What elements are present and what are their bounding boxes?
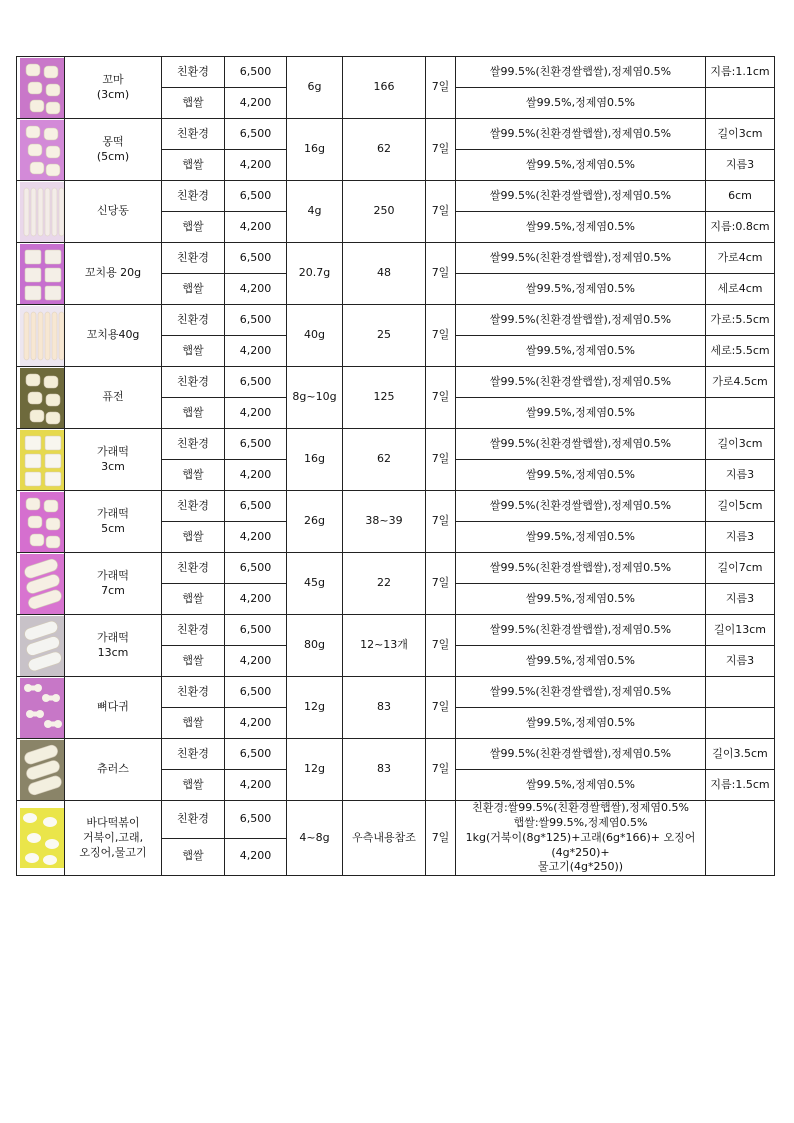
product-size-note: 세로:5.5cm: [706, 336, 775, 367]
product-name-line: 뼈다귀: [97, 700, 129, 714]
ingredient-line: 물고기(4g*250)): [537, 860, 624, 874]
product-image: [17, 57, 65, 119]
product-count: 12~13개: [343, 615, 426, 677]
product-ingredients: 쌀99.5%(친환경쌀햅쌀),정제염0.5%: [456, 553, 706, 584]
product-size-note: 지름:1.5cm: [706, 770, 775, 801]
product-shelf-life: 7일: [426, 553, 456, 615]
product-ingredients: 쌀99.5%,정제염0.5%: [456, 212, 706, 243]
product-image: [17, 615, 65, 677]
fusion-photo: [20, 368, 65, 428]
table-row: [17, 305, 775, 336]
product-size-note: 길이5cm: [706, 491, 775, 522]
product-type: 햅쌀: [162, 150, 225, 181]
product-ingredients: 쌀99.5%(친환경쌀햅쌀),정제염0.5%: [456, 57, 706, 88]
product-name-line: 츄러스: [97, 762, 129, 776]
skewer-40g-photo: [20, 306, 65, 366]
product-ingredients: 쌀99.5%(친환경쌀햅쌀),정제염0.5%: [456, 677, 706, 708]
product-shelf-life: 7일: [426, 491, 456, 553]
product-price: 6,500: [225, 491, 287, 522]
product-ingredients: 쌀99.5%(친환경쌀햅쌀),정제염0.5%: [456, 243, 706, 274]
product-price: 6,500: [225, 553, 287, 584]
product-ingredients: 쌀99.5%,정제염0.5%: [456, 274, 706, 305]
product-price: 6,500: [225, 429, 287, 460]
product-size-note: 지름3: [706, 150, 775, 181]
product-size-note: 길이3cm: [706, 119, 775, 150]
product-name-line: 꼬치용 20g: [84, 266, 142, 280]
product-image: [17, 119, 65, 181]
product-name-line: 거북이,고래,: [82, 830, 144, 844]
product-count: 166: [343, 57, 426, 119]
product-ingredients: 쌀99.5%,정제염0.5%: [456, 584, 706, 615]
product-size-note: [706, 88, 775, 119]
product-price: 6,500: [225, 243, 287, 274]
product-count: 48: [343, 243, 426, 305]
product-size-note: 가로4cm: [706, 243, 775, 274]
product-name-line: 퓨전: [102, 390, 124, 404]
product-size-note: 지름:1.1cm: [706, 57, 775, 88]
product-count: 83: [343, 677, 426, 739]
product-price: 4,200: [225, 88, 287, 119]
product-price: 6,500: [225, 57, 287, 88]
product-ingredients: 쌀99.5%(친환경쌀햅쌀),정제염0.5%: [456, 739, 706, 770]
product-type: 친환경: [162, 615, 225, 646]
product-image: [17, 801, 65, 876]
product-name: [65, 119, 162, 181]
product-name: [65, 739, 162, 801]
product-type: 친환경: [162, 367, 225, 398]
product-name-line: 신당동: [97, 204, 129, 218]
product-name: [65, 677, 162, 739]
product-type: 친환경: [162, 801, 225, 839]
product-count: 25: [343, 305, 426, 367]
product-size-note: 6cm: [706, 181, 775, 212]
product-price: 4,200: [225, 584, 287, 615]
product-weight: 4g: [287, 181, 343, 243]
garae-7cm-photo: [20, 554, 65, 614]
product-type: 햅쌀: [162, 838, 225, 876]
table-row: [17, 739, 775, 770]
product-count: 250: [343, 181, 426, 243]
product-size-note: 가로:5.5cm: [706, 305, 775, 336]
product-ingredients: 쌀99.5%(친환경쌀햅쌀),정제염0.5%: [456, 491, 706, 522]
product-name: [65, 57, 162, 119]
table-row: [17, 553, 775, 584]
product-weight: 4~8g: [287, 801, 343, 876]
product-type: 햅쌀: [162, 646, 225, 677]
ingredient-line: 햅쌀:쌀99.5%,정제염0.5%: [513, 815, 648, 829]
garae-3cm-photo: [20, 430, 65, 490]
bone-shaped-photo: [20, 678, 65, 738]
product-image: [17, 739, 65, 801]
product-name-line: 가래떡: [97, 568, 129, 582]
product-weight: 16g: [287, 119, 343, 181]
product-ingredients: 쌀99.5%,정제염0.5%: [456, 646, 706, 677]
product-weight: 20.7g: [287, 243, 343, 305]
product-shelf-life: 7일: [426, 429, 456, 491]
product-weight: 26g: [287, 491, 343, 553]
product-shelf-life: 7일: [426, 739, 456, 801]
product-weight: 12g: [287, 677, 343, 739]
garae-5cm-photo: [20, 492, 65, 552]
product-count: 38~39: [343, 491, 426, 553]
product-type: 친환경: [162, 553, 225, 584]
product-image: [17, 305, 65, 367]
product-shelf-life: 7일: [426, 57, 456, 119]
ingredient-line: 친환경:쌀99.5%(친환경쌀햅쌀),정제염0.5%: [472, 801, 689, 814]
garae-13cm-photo: [20, 616, 65, 676]
table-row: [17, 57, 775, 88]
product-name: [65, 367, 162, 429]
product-size-note: 지름3: [706, 522, 775, 553]
product-size-note: 길이7cm: [706, 553, 775, 584]
product-shelf-life: 7일: [426, 119, 456, 181]
product-count: 62: [343, 429, 426, 491]
product-shelf-life: 7일: [426, 801, 456, 876]
product-price: 4,200: [225, 838, 287, 876]
product-type: 햅쌀: [162, 274, 225, 305]
product-type: 친환경: [162, 119, 225, 150]
table-row: [17, 119, 775, 150]
product-image: [17, 429, 65, 491]
table-row: [17, 243, 775, 274]
product-count: 22: [343, 553, 426, 615]
product-type: 햅쌀: [162, 522, 225, 553]
product-ingredients: 쌀99.5%,정제염0.5%: [456, 708, 706, 739]
product-weight: 80g: [287, 615, 343, 677]
product-name: [65, 491, 162, 553]
product-weight: 8g~10g: [287, 367, 343, 429]
product-size-note: 길이3.5cm: [706, 739, 775, 770]
product-size-note: 가로4.5cm: [706, 367, 775, 398]
product-price: 6,500: [225, 119, 287, 150]
product-size-note: [706, 801, 775, 876]
product-image: [17, 181, 65, 243]
product-shelf-life: 7일: [426, 615, 456, 677]
product-price: 6,500: [225, 739, 287, 770]
product-size-note: 지름:0.8cm: [706, 212, 775, 243]
product-name-line: (3cm): [96, 87, 130, 101]
product-price: 6,500: [225, 367, 287, 398]
product-table-body: [17, 57, 775, 876]
product-count: 125: [343, 367, 426, 429]
product-size-note: 세로4cm: [706, 274, 775, 305]
product-ingredients: 쌀99.5%,정제염0.5%: [456, 398, 706, 429]
product-type: 친환경: [162, 491, 225, 522]
product-type: 햅쌀: [162, 398, 225, 429]
product-name-line: 3cm: [101, 459, 125, 473]
product-shelf-life: 7일: [426, 243, 456, 305]
product-ingredients: 쌀99.5%(친환경쌀햅쌀),정제염0.5%: [456, 305, 706, 336]
product-price: 6,500: [225, 181, 287, 212]
product-type: 햅쌀: [162, 708, 225, 739]
table-row: [17, 429, 775, 460]
product-price: 4,200: [225, 522, 287, 553]
product-weight: 16g: [287, 429, 343, 491]
product-size-note: [706, 398, 775, 429]
product-type: 햅쌀: [162, 336, 225, 367]
product-name-line: 가래떡: [97, 630, 129, 644]
product-price: 6,500: [225, 305, 287, 336]
ingredient-line: 1kg(거북이(8g*125)+고래(6g*166)+ 오징어(4g*250)+: [465, 830, 696, 859]
product-ingredients: 쌀99.5%,정제염0.5%: [456, 150, 706, 181]
table-row: [17, 367, 775, 398]
table-row: [17, 801, 775, 839]
product-price: 6,500: [225, 677, 287, 708]
product-shelf-life: 7일: [426, 181, 456, 243]
table-row: [17, 677, 775, 708]
mong-tteok-photo: [20, 120, 65, 180]
product-price: 4,200: [225, 460, 287, 491]
product-ingredients: [456, 801, 706, 876]
product-price: 4,200: [225, 150, 287, 181]
product-price: 6,500: [225, 615, 287, 646]
product-price: 4,200: [225, 398, 287, 429]
product-name-line: (5cm): [96, 149, 130, 163]
product-count: 62: [343, 119, 426, 181]
product-name-line: 오징어,물고기: [79, 845, 147, 859]
product-image: [17, 677, 65, 739]
product-size-note: 길이3cm: [706, 429, 775, 460]
product-size-note: 지름3: [706, 646, 775, 677]
kkoma-rice-cake-photo: [20, 58, 65, 118]
product-size-note: 지름3: [706, 460, 775, 491]
product-type: 친환경: [162, 739, 225, 770]
product-table: [16, 56, 775, 876]
skewer-20g-photo: [20, 244, 65, 304]
product-shelf-life: 7일: [426, 367, 456, 429]
product-size-note: [706, 708, 775, 739]
product-type: 친환경: [162, 57, 225, 88]
product-ingredients: 쌀99.5%,정제염0.5%: [456, 336, 706, 367]
product-shelf-life: 7일: [426, 305, 456, 367]
product-size-note: [706, 677, 775, 708]
product-image: [17, 243, 65, 305]
product-weight: 12g: [287, 739, 343, 801]
product-price: 4,200: [225, 646, 287, 677]
sindangdong-photo: [20, 182, 65, 242]
product-type: 친환경: [162, 677, 225, 708]
product-count: 83: [343, 739, 426, 801]
table-row: [17, 491, 775, 522]
product-count: 우측내용참조: [343, 801, 426, 876]
product-image: [17, 553, 65, 615]
product-name: [65, 243, 162, 305]
product-weight: 40g: [287, 305, 343, 367]
product-size-note: 길이13cm: [706, 615, 775, 646]
product-weight: 45g: [287, 553, 343, 615]
product-name-line: 몽떡: [102, 134, 124, 148]
product-ingredients: 쌀99.5%,정제염0.5%: [456, 460, 706, 491]
product-price: 4,200: [225, 708, 287, 739]
product-image: [17, 367, 65, 429]
product-name: [65, 181, 162, 243]
product-name: [65, 305, 162, 367]
product-name-line: 꼬치용40g: [86, 328, 140, 342]
product-type: 친환경: [162, 181, 225, 212]
product-image: [17, 491, 65, 553]
product-type: 친환경: [162, 429, 225, 460]
product-ingredients: 쌀99.5%,정제염0.5%: [456, 88, 706, 119]
product-ingredients: 쌀99.5%(친환경쌀햅쌀),정제염0.5%: [456, 367, 706, 398]
product-type: 친환경: [162, 243, 225, 274]
product-price: 6,500: [225, 801, 287, 839]
product-name-line: 7cm: [101, 583, 125, 597]
product-price: 4,200: [225, 212, 287, 243]
product-name-line: 가래떡: [97, 444, 129, 458]
product-name-line: 바다떡볶이: [86, 815, 140, 829]
product-name: [65, 429, 162, 491]
product-type: 햅쌀: [162, 460, 225, 491]
table-row: [17, 181, 775, 212]
product-shelf-life: 7일: [426, 677, 456, 739]
product-name-line: 가래떡: [97, 506, 129, 520]
product-name-line: 5cm: [101, 521, 125, 535]
product-ingredients: 쌀99.5%(친환경쌀햅쌀),정제염0.5%: [456, 181, 706, 212]
product-type: 햅쌀: [162, 212, 225, 243]
product-name-line: 13cm: [97, 645, 129, 659]
product-price: 4,200: [225, 274, 287, 305]
product-ingredients: 쌀99.5%(친환경쌀햅쌀),정제염0.5%: [456, 615, 706, 646]
product-price: 4,200: [225, 336, 287, 367]
product-name: [65, 615, 162, 677]
table-row: [17, 615, 775, 646]
product-type: 친환경: [162, 305, 225, 336]
product-ingredients: 쌀99.5%,정제염0.5%: [456, 770, 706, 801]
product-type: 햅쌀: [162, 88, 225, 119]
product-ingredients: 쌀99.5%(친환경쌀햅쌀),정제염0.5%: [456, 119, 706, 150]
sea-tteokbokki-photo: [20, 808, 65, 868]
product-name: [65, 553, 162, 615]
product-type: 햅쌀: [162, 770, 225, 801]
product-size-note: 지름3: [706, 584, 775, 615]
product-weight: 6g: [287, 57, 343, 119]
product-price: 4,200: [225, 770, 287, 801]
product-name-line: 꼬마: [102, 72, 124, 86]
product-name: [65, 801, 162, 876]
product-type: 햅쌀: [162, 584, 225, 615]
churros-photo: [20, 740, 65, 800]
product-ingredients: 쌀99.5%,정제염0.5%: [456, 522, 706, 553]
product-ingredients: 쌀99.5%(친환경쌀햅쌀),정제염0.5%: [456, 429, 706, 460]
